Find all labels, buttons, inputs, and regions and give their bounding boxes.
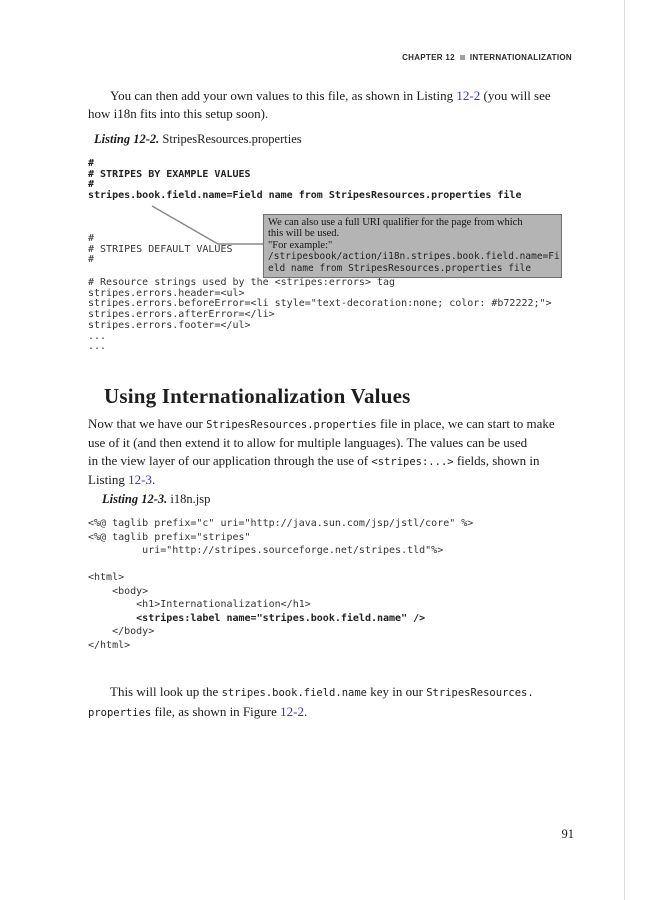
xref-link[interactable]: 12-3 (128, 472, 152, 487)
listing-12-3-code (88, 517, 580, 652)
xref-link[interactable]: 12-2 (280, 703, 304, 719)
text-line: We can also use a full URI qualifier for the page from which (268, 217, 523, 228)
text-line: eld name from StripesResources.properties file (268, 262, 532, 274)
text-line: # (88, 254, 95, 265)
code-line: # STRIPES BY EXAMPLE VALUES (88, 168, 251, 180)
text-segment: fields, shown in (453, 453, 540, 468)
text-line: "For example:" (268, 239, 333, 251)
text-segment: (you will see (480, 88, 551, 103)
text-segment: This will look up the (110, 684, 222, 699)
text-line (88, 415, 588, 434)
text-line (88, 703, 588, 723)
section-heading: Using Internationalization Values (104, 384, 411, 408)
callout-note-text (268, 217, 557, 251)
page-edge-line (624, 0, 625, 900)
text-segment: StripesResources.properties (206, 419, 377, 431)
code-line: stripes.errors.footer=</ul> (88, 319, 251, 331)
running-header (402, 53, 572, 62)
listing-12-2-code-bottom (88, 278, 574, 353)
text-line (88, 87, 580, 105)
code-line: <stripes:label name="stripes.book.field.name" /> (88, 612, 426, 624)
text-segment: . (151, 472, 156, 487)
code-line: stripes.errors.beforeError=<li style="text-decoration:none; color: #b72222;"> (88, 298, 552, 310)
code-line: </html> (88, 639, 131, 651)
closing-paragraph (88, 683, 588, 722)
code-line: # (88, 179, 95, 190)
square-separator-icon (460, 55, 465, 60)
text-segment: properties (88, 706, 152, 719)
code-line: stripes.book.field.name=Field name from StripesResources.properties file (88, 189, 522, 201)
intro-paragraph (88, 87, 580, 122)
text-line: # (88, 233, 95, 244)
listing-label: Listing 12-3. (102, 492, 168, 506)
text-segment: in the view layer of our application through the use of (88, 453, 372, 468)
text-line (88, 434, 588, 452)
code-line: ... (88, 341, 107, 353)
text-segment: stripes.book.field.name (221, 687, 367, 699)
text-segment: Now that we have our (88, 416, 207, 431)
code-line: </body> (88, 626, 155, 637)
code-line (88, 558, 580, 572)
text-segment: use of it (and then extend it to allow for multiple languages). The values can be used (88, 435, 528, 450)
text-line (88, 471, 588, 489)
code-line: ... (88, 330, 107, 342)
code-line: uri="http://stripes.sourceforge.net/stripes.tld"%> (88, 545, 444, 556)
text-line (88, 683, 588, 703)
text-line: # STRIPES DEFAULT VALUES (88, 243, 233, 255)
text-segment: how i18n fits into this setup soon). (88, 105, 269, 121)
listing-label: Listing 12-2. (94, 132, 160, 146)
text-segment: key in our (367, 684, 427, 699)
code-left-column (88, 234, 233, 266)
text-segment: <stripes:...> (371, 456, 454, 468)
page-number: 91 (561, 827, 574, 841)
text-line: this will be used. (268, 228, 340, 240)
code-line: <body> (88, 585, 149, 597)
text-segment: You can then add your own values to this file, as shown in Listing (110, 88, 457, 103)
listing-12-2-caption (94, 132, 302, 147)
callout-code-text (268, 251, 560, 274)
text-segment: Listing (88, 472, 129, 487)
text-segment: file in place, we can start to make (376, 416, 555, 431)
code-line: <%@ taglib prefix="c" uri="http://java.sun.com/jsp/jstl/core" %> (88, 518, 474, 529)
callout-box (263, 214, 562, 278)
text-segment: file, as shown in Figure (151, 703, 281, 719)
listing-title: i18n.jsp (170, 492, 211, 506)
text-segment: StripesResources. (426, 687, 534, 699)
callout-zone (88, 203, 574, 281)
text-line (88, 452, 588, 471)
code-line: <html> (88, 572, 125, 583)
code-line: stripes.errors.header=<ul> (88, 287, 245, 299)
section-paragraph (88, 415, 588, 489)
text-line (88, 105, 580, 123)
chapter-label: CHAPTER 12 (402, 53, 455, 62)
listing-12-3-caption (102, 492, 210, 507)
listing-12-2-code-top (88, 159, 574, 201)
listing-title: StripesResources.properties (162, 132, 302, 146)
code-line: <%@ taglib prefix="stripes" (88, 531, 251, 543)
code-line: stripes.errors.afterError=</li> (88, 309, 275, 321)
code-line: <h1>Internationalization</h1> (88, 599, 311, 610)
text-line: /stripesbook/action/i18n.stripes.book.field.name=Fi (268, 251, 560, 263)
code-line: # Resource strings used by the <stripes:errors> tag (88, 277, 396, 288)
code-line: # (88, 158, 95, 169)
chapter-title: INTERNATIONALIZATION (469, 53, 572, 62)
xref-link[interactable]: 12-2 (456, 88, 481, 103)
text-segment: . (303, 703, 308, 719)
